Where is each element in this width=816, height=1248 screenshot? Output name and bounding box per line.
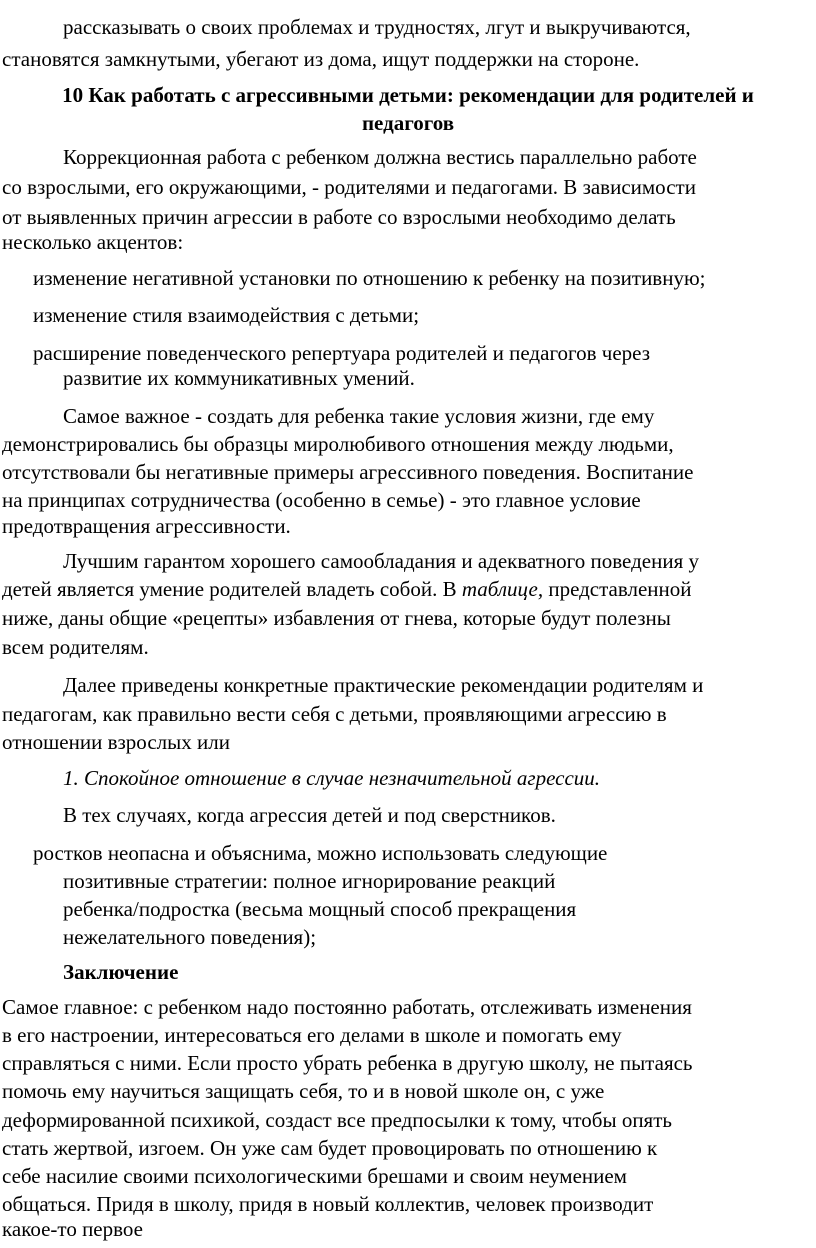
section-heading-line-1: 10 Как работать с агрессивными детьми: рекомендации для родителей и [62,83,754,107]
strategies-line-1: ростков неопасна и объяснима, можно использовать следующие [33,841,608,865]
accent-item-2: изменение стиля взаимодействия с детьми; [33,303,420,327]
conclusion-line-6: стать жертвой, изгоем. Он уже сам будет провоцировать по отношению к [2,1136,658,1160]
further-line-1: Далее приведены конкретные практические рекомендации родителям и [63,673,704,697]
important-line-2: демонстрировались бы образцы миролюбивого отношения между людьми, [2,432,674,456]
strategies-line-4: нежелательного поведения); [63,925,317,949]
conclusion-line-4: помочь ему научиться защищать себя, то и в новой школе он, с уже [2,1079,605,1103]
accent-item-1: изменение негативной установки по отношению к ребенку на позитивную; [33,266,706,290]
intro-line-1: рассказывать о своих проблемах и трудностях, лгут и выкручиваются, [63,15,691,39]
important-line-4: на принципах сотрудничества (особенно в семье) - это главное условие [2,488,641,512]
correction-line-4: несколько акцентов: [2,230,184,254]
guarantee-line-2 [2,574,692,605]
correction-line-2: со взрослыми, его окружающими, - родителями и педагогами. В зависимости [2,175,696,199]
section-heading-line-2: педагогов [361,111,455,135]
conclusion-line-5: деформированной психикой, создаст все предпосылки к тому, чтобы опять [2,1108,672,1132]
intro-line-2: становятся замкнутыми, убегают из дома, ищут поддержки на стороне. [2,47,640,71]
important-line-3: отсутствовали бы негативные примеры агрессивного поведения. Воспитание [2,460,694,484]
guarantee-line-2-post: представленной [543,577,692,601]
correction-line-1: Коррекционная работа с ребенком должна вестись параллельно работе [63,145,697,169]
guarantee-line-2-pre: детей является умение родителей владеть собой. В [2,577,462,601]
accent-item-3-line-2: развитие их коммуникативных умений. [63,366,415,390]
important-line-1: Самое важное - создать для ребенка такие условия жизни, где ему [63,404,655,428]
conclusion-line-3: справляться с ними. Если просто убрать ребенка в другую школу, не пытаясь [2,1051,693,1075]
conclusion-line-8: общаться. Придя в школу, придя в новый коллектив, человек производит [2,1192,654,1216]
further-line-3: отношении взрослых или [2,730,230,754]
calm-subheading: 1. Спокойное отношение в случае незначительной агрессии. [63,766,601,790]
conclusion-heading: Заключение [63,960,179,984]
strategies-line-2: позитивные стратегии: полное игнорирование реакций [63,869,556,893]
further-line-2: педагогам, как правильно вести себя с детьми, проявляющими агрессию в [2,702,667,726]
accent-item-3-line-1: расширение поведенческого репертуара родителей и педагогов через [33,341,651,365]
cases-paragraph: В тех случаях, когда агрессия детей и под сверстников. [63,803,556,827]
important-line-5: предотвращения агрессивности. [2,514,291,538]
guarantee-line-1: Лучшим гарантом хорошего самообладания и адекватного поведения у [63,549,699,573]
guarantee-line-3: ниже, даны общие «рецепты» избавления от гнева, которые будут полезны [2,606,671,630]
table-reference: таблице, [461,577,544,601]
guarantee-line-4: всем родителям. [2,635,149,659]
conclusion-line-2: в его настроении, интересоваться его делами в школе и помогать ему [2,1023,622,1047]
conclusion-line-9: какое-то первое [2,1217,143,1241]
strategies-line-3: ребенка/подростка (весьма мощный способ прекращения [63,897,577,921]
conclusion-line-7: себе насилие своими психологическими брешами и своим неумением [2,1164,627,1188]
conclusion-line-1: Самое главное: с ребенком надо постоянно работать, отслеживать изменения [2,995,692,1019]
correction-line-3: от выявленных причин агрессии в работе со взрослыми необходимо делать [2,205,676,229]
